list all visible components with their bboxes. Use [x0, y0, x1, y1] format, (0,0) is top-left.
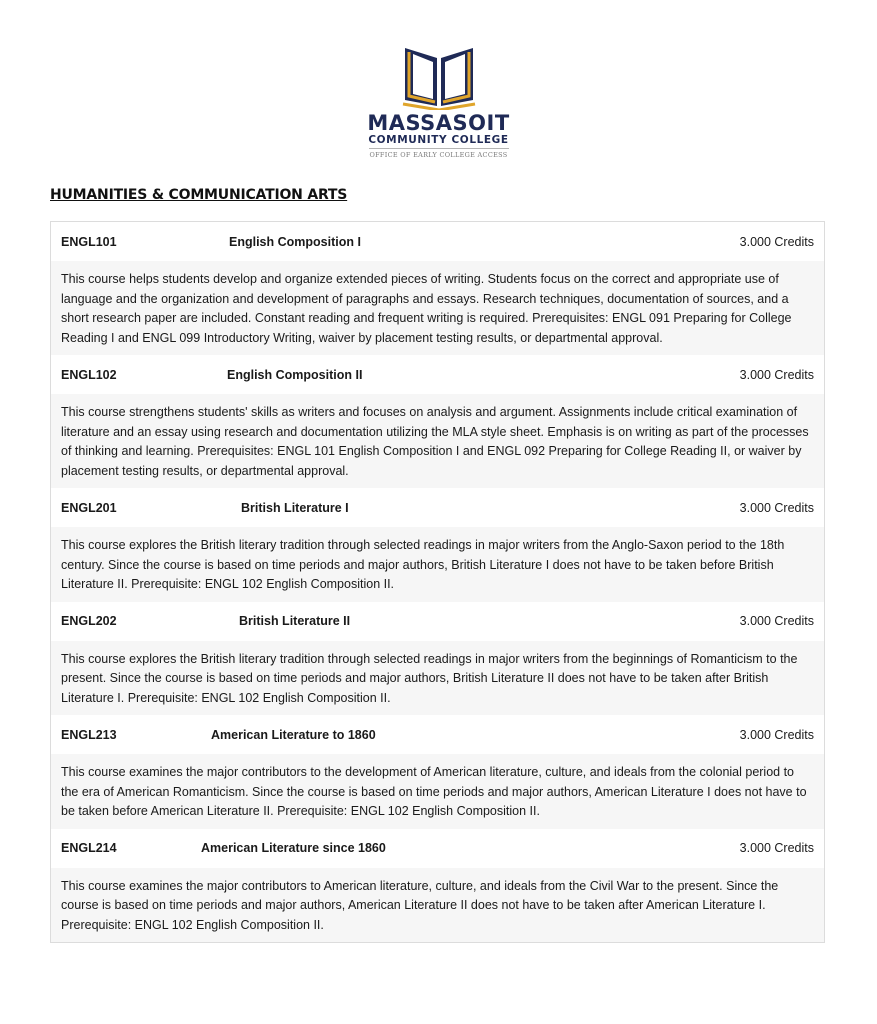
- course-code: ENGL201: [61, 500, 117, 515]
- course-header-row: [51, 829, 824, 868]
- course-credits: 3.000 Credits: [739, 367, 814, 382]
- course-code: ENGL101: [61, 234, 117, 249]
- course-header-row: [51, 602, 824, 641]
- course-header-row: [51, 355, 824, 394]
- course-credits: 3.000 Credits: [739, 614, 814, 628]
- course-code: ENGL102: [61, 367, 117, 382]
- college-logo: [0, 44, 877, 159]
- course-title: British Literature I: [241, 500, 349, 515]
- course-title: American Literature to 1860: [211, 727, 376, 742]
- course-credits: 3.000 Credits: [739, 727, 814, 742]
- course-description: This course strengthens students' skills as writers and focuses on analysis and argument. Assignments include critical examination of literature and an essay using research and documentation utilizing the MLA style sheet. Emphasis is on writing as part of the processes of thinking and learning. Prerequisites: ENGL 101 English Composition I and ENGL 092 Preparing for College Reading II, or waiver by placement testing results, or departmental approval.: [51, 394, 824, 488]
- course-description: This course examines the major contributors to American literature, culture, and ideals from the Civil War to the present. Since the course is based on time periods and major authors, American Literature II does not have to be taken after American Literature I. Prerequisite: ENGL 102 English Composition II.: [51, 868, 824, 943]
- course-description: This course helps students develop and organize extended pieces of writing. Students focus on the correct and appropriate use of language and the organization and development of paragraphs and essays. Research techniques, documentation of sources, and a short research paper are included. Constant reading and frequent writing is required. Prerequisites: ENGL 091 Preparing for College Reading I and ENGL 099 Introductory Writing, waiver by placement testing results, or departmental approval.: [51, 261, 824, 355]
- course-credits: 3.000 Credits: [739, 841, 814, 855]
- course-header-row: [51, 488, 824, 527]
- college-name: MASSASOIT: [367, 111, 510, 135]
- course-title: English Composition II: [227, 367, 363, 382]
- course-title: English Composition I: [229, 234, 361, 249]
- course-credits: 3.000 Credits: [739, 500, 814, 515]
- course-header-row: [51, 715, 824, 754]
- course-code: ENGL214: [61, 841, 117, 855]
- office-name: OFFICE OF EARLY COLLEGE ACCESS: [369, 151, 508, 159]
- course-credits: 3.000 Credits: [739, 234, 814, 249]
- section-title: HUMANITIES & COMMUNICATION ARTS: [50, 187, 348, 203]
- course-description: This course examines the major contributors to the development of American literature, culture, and ideals from the colonial period to the era of American Romanticism. Since the course is based on time periods and major authors, American Literature I does not have to be taken before American Literature II. Prerequisite: ENGL 102 English Composition II.: [51, 754, 824, 829]
- course-description: This course explores the British literary tradition through selected readings in major writers from the beginnings of Romanticism to the present. Since the course is based on time periods and major authors, British Literature II does not have to be taken after British Literature I. Prerequisite: ENGL 102 English Composition II.: [51, 641, 824, 716]
- course-title: American Literature since 1860: [201, 841, 386, 855]
- open-book-icon: [399, 44, 479, 110]
- course-title: British Literature II: [239, 614, 351, 628]
- course-header-row: [51, 222, 824, 261]
- course-description: This course explores the British literary tradition through selected readings in major writers from the Anglo-Saxon period to the 18th century. Since the course is based on time periods and major authors, British Literature I does not have to be taken before British Literature II. Prerequisite: ENGL 102 English Composition II.: [51, 527, 824, 602]
- course-code: ENGL213: [61, 727, 117, 742]
- course-table: [50, 221, 825, 943]
- course-code: ENGL202: [61, 614, 117, 628]
- college-subtitle: COMMUNITY COLLEGE: [368, 134, 509, 146]
- logo-divider: [369, 148, 509, 149]
